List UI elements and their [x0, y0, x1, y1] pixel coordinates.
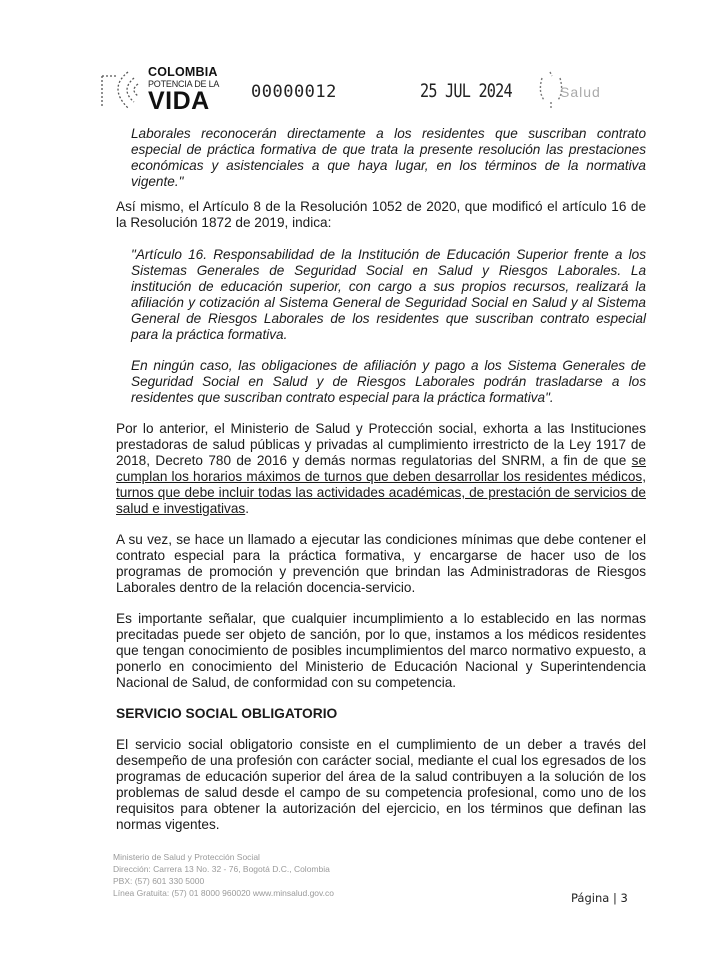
paragraph-llamado: A su vez, se hace un llamado a ejecutar las condiciones mínimas que debe contener el contrato especial para la práctica formativa, y encargarse de hacer uso de los programas de promoción y prevención que brindan las Administradoras de Riesgos Laborales dentro de la relación docencia-servicio. [116, 532, 646, 595]
section-heading: SERVICIO SOCIAL OBLIGATORIO [116, 706, 338, 721]
document-body [116, 126, 646, 833]
quote-ningun-caso: En ningún caso, las obligaciones de afiliación y pago a los Sistema Generales de Seguridad Social en Salud y de Riesgos Laborales podrán trasladarse a los residentes que suscriban contrato especial para la práctica formativa". [131, 358, 646, 405]
document-header [98, 62, 698, 118]
quote-articulo-16: "Artículo 16. Responsabilidad de la Institución de Educación Superior frente a los Sistemas Generales de Seguridad Social en Salud y Riesgos Laborales. La institución de educación superior, con cargo a sus propios recursos, realizará la afiliación y cotización al Sistema General de Seguridad Social en Salud y al Sistema General de Riesgos Laborales de los residentes que suscriban contrato especial para la práctica formativa. [131, 247, 646, 342]
exhorta-text: Por lo anterior, el Ministerio de Salud y Protección social, exhorta a las Instituciones prestadoras de salud públicas y privadas al cumplimiento irrestricto de la Ley 1917 de 2018, Decreto 780 de 2016 y demás normas regulatorias del SNRM, a fin de que [116, 421, 646, 468]
logo-line-colombia: COLOMBIA [148, 65, 218, 79]
paragraph-servicio-social: El servicio social obligatorio consiste en el cumplimiento de un deber a través del desempeño de una profesión con carácter social, mediante el cual los egresados de los programas de educación superior del área de la salud contribuyen a la solución de los problemas de salud desde el campo de su competencia profesional, como uno de los requisitos para obtener la autorización del ejercicio, en los términos que definan las normas vigentes. [116, 737, 646, 832]
paragraph-sancion: Es importante señalar, que cualquier incumplimiento a lo establecido en las normas precitadas puede ser objeto de sanción, por lo que, instamos a los médicos residentes que tengan conocimiento de posibles incumplimientos del marco normativo expuesto, a ponerlo en conocimiento del Ministerio de Educación Nacional y Superintendencia Nacional de Salud, de conformidad con su competencia. [116, 611, 646, 690]
ministry-footer [113, 851, 334, 899]
stamp-entity-text: Salud [560, 84, 601, 100]
footer-phone: PBX: (57) 601 330 5000 [113, 876, 205, 886]
logo-line-vida: VIDA [148, 86, 210, 115]
footer-ministry-name: Ministerio de Salud y Protección Social [113, 852, 260, 862]
footer-address: Dirección: Carrera 13 No. 32 - 76, Bogotá D.C., Colombia [113, 864, 330, 874]
stamp-date: 25 JUL 2024 [420, 80, 512, 102]
underlined-turnos-text: se cumplan los horarios máximos de turnos que deben desarrollar los residentes médicos, turnos que debe incluir todas las actividades académicas, de prestación de servicios de salud e investigativas [116, 453, 646, 516]
footer-hotline-web: Línea Gratuita: (57) 01 8000 960020 www.minsalud.gov.co [113, 888, 334, 898]
paragraph-resolucion: Así mismo, el Artículo 8 de la Resolución 1052 de 2020, que modificó el artículo 16 de la Resolución 1872 de 2019, indica: [116, 199, 646, 230]
paragraph-exhorta [116, 421, 646, 517]
quote-paragraph-1: Laborales reconocerán directamente a los residentes que suscriban contrato especial de práctica formativa de que trata la presente resolución las prestaciones económicas y asistenciales a que haya lugar, en los términos de la normativa vigente." [131, 126, 646, 189]
page-number: Página | 3 [571, 891, 628, 905]
radicado-number: 00000012 [251, 82, 337, 102]
logo-line-potencia: POTENCIA DE LA [148, 78, 220, 89]
logo-wordmark [148, 66, 219, 114]
colombia-logo-icon [98, 66, 144, 112]
exhorta-end: . [245, 501, 249, 516]
